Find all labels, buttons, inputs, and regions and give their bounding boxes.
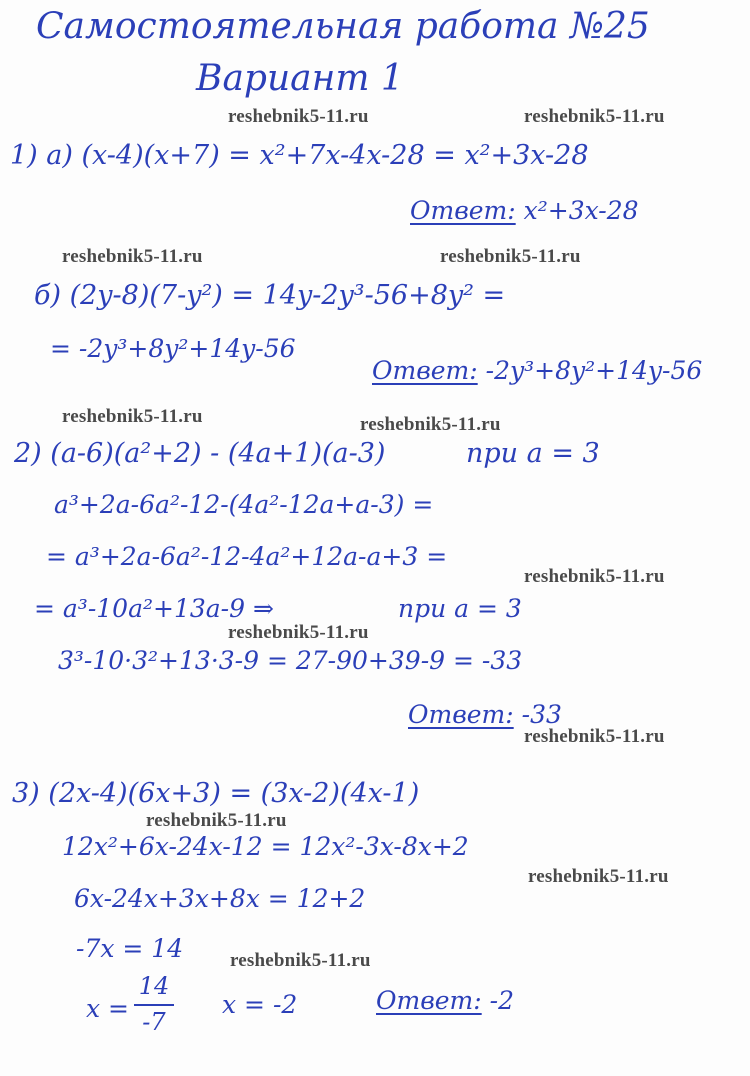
watermark: reshebnik5-11.ru [230,950,371,971]
watermark: reshebnik5-11.ru [524,106,665,127]
answer-label: Ответ: [376,986,482,1015]
task2-line3: = a³+2a-6a²-12-4a²+12a-a+3 = [46,542,448,571]
task3-expression: 3) (2x-4)(6x+3) = (3x-2)(4x-1) [12,778,420,809]
watermark: reshebnik5-11.ru [228,106,369,127]
fraction-denominator: -7 [142,1008,166,1036]
watermark: reshebnik5-11.ru [146,810,287,831]
watermark: reshebnik5-11.ru [228,622,369,643]
watermark: reshebnik5-11.ru [528,866,669,887]
task2-answer-line [408,700,562,729]
task2-line4: = a³-10a²+13a-9 ⇒ [34,594,274,623]
task2-condition: при a = 3 [466,438,600,469]
answer-label: Ответ: [410,196,516,225]
task3-x-equals: x = [86,994,129,1023]
task2-line5: 3³-10·3²+13·3-9 = 27-90+39-9 = -33 [58,646,523,675]
task3-line2: 12x²+6x-24x-12 = 12x²-3x-8x+2 [62,832,469,861]
task1a-answer: x²+3x-28 [523,196,639,225]
worksheet-title: Самостоятельная работа №25 [36,6,650,47]
watermark: reshebnik5-11.ru [440,246,581,267]
task1b-line2: = -2y³+8y²+14y-56 [50,334,296,363]
watermark: reshebnik5-11.ru [62,406,203,427]
task2-answer: -33 [521,700,562,729]
task3-answer: -2 [489,986,514,1015]
watermark: reshebnik5-11.ru [62,246,203,267]
answer-label: Ответ: [372,356,478,385]
task1b-answer: -2y³+8y²+14y-56 [485,356,703,385]
variant-title: Вариант 1 [196,58,404,99]
task2-expression: 2) (a-6)(a²+2) - (4a+1)(a-3) [14,438,386,469]
task2-line2: a³+2a-6a²-12-(4a²-12a+a-3) = [54,490,434,519]
task2-line4-condition: при a = 3 [398,594,522,623]
task3-answer-line [376,986,514,1015]
answer-label: Ответ: [408,700,514,729]
task3-line3: 6x-24x+3x+8x = 12+2 [74,884,366,913]
fraction-bar [134,1004,174,1006]
watermark: reshebnik5-11.ru [524,566,665,587]
task1b-expression: б) (2y-8)(7-y²) = 14y-2y³-56+8y² = [34,280,506,311]
task1b-answer-line [372,356,702,385]
watermark: reshebnik5-11.ru [360,414,501,435]
fraction-numerator: 14 [138,972,170,1000]
watermark: reshebnik5-11.ru [524,726,665,747]
task3-line4: -7x = 14 [76,934,184,963]
task3-result: x = -2 [222,990,298,1019]
task1a-answer-line [410,196,639,225]
task1a-expression: 1) а) (x-4)(x+7) = x²+7x-4x-28 = x²+3x-28 [10,140,589,171]
